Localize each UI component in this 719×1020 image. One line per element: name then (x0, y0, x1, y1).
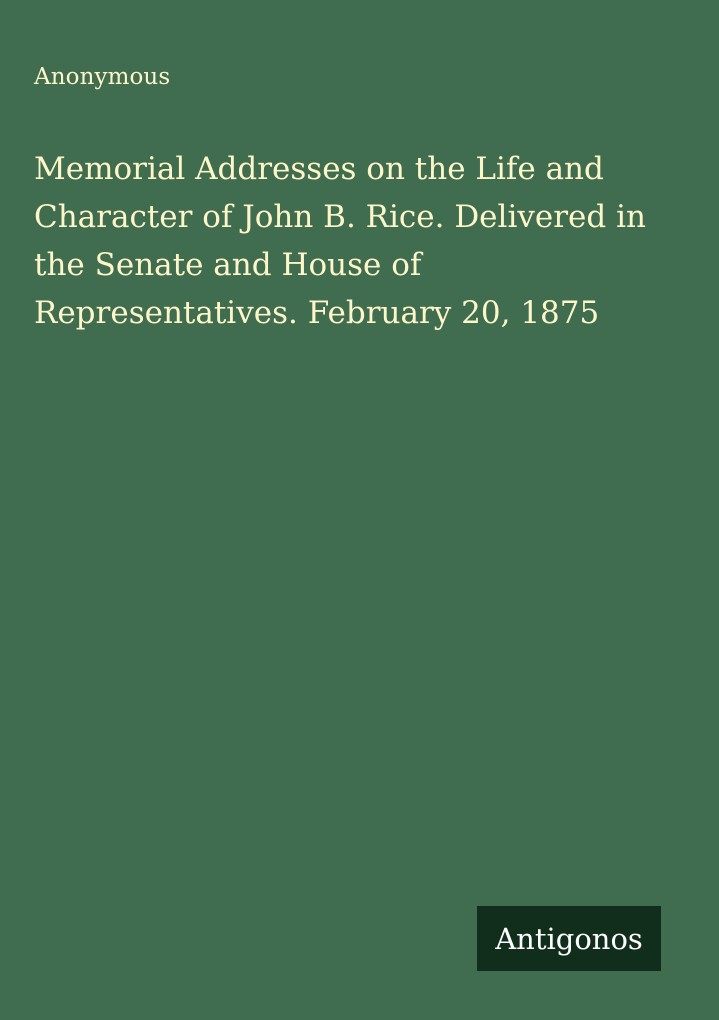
title-line: Character of John B. Rice. Delivered in (34, 199, 646, 235)
publisher-name: Antigonos (495, 921, 643, 956)
title-line: the Senate and House of (34, 247, 422, 283)
publisher-badge (477, 906, 661, 971)
title-line: Memorial Addresses on the Life and (34, 151, 604, 187)
book-title (34, 145, 694, 337)
title-line: Representatives. February 20, 1875 (34, 295, 600, 331)
author-name: Anonymous (34, 64, 171, 90)
